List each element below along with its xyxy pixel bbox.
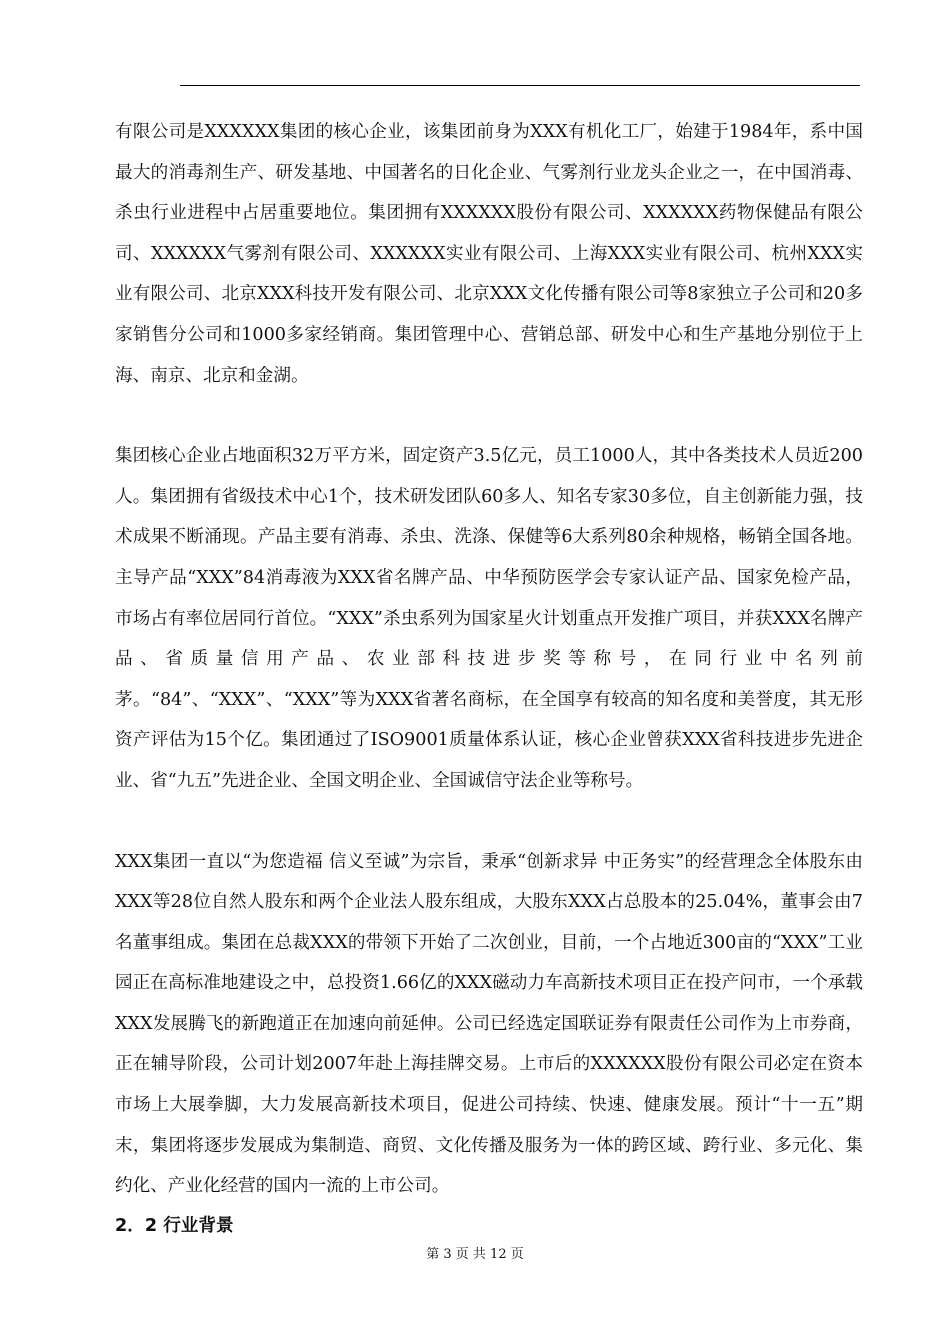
paragraph-company-intro: 有限公司是XXXXXX集团的核心企业，该集团前身为XXX有机化工厂，始建于1984年，系中国最大的消毒剂生产、研发基地、中国著名的日化企业、气雾剂行业龙头企业之一，在中国消毒、杀虫行业进程中占居重要地位。集团拥有XXXXXX股份有限公司、XXXXXX药物保健品有限公司、XXXXXX气雾剂有限公司、XXXXXX实业有限公司、上海XXX实业有限公司、杭州XXX实业有限公司、北京XXX科技开发有限公司、北京XXX文化传播有限公司等8家独立子公司和20多家销售分公司和1000多家经销商。集团管理中心、营销总部、研发中心和生产基地分别位于上海、南京、北京和金湖。 [115,122,863,386]
paragraph-gap [115,396,863,436]
paragraph-group-philosophy: XXX集团一直以“为您造福 信义至诚”为宗旨，秉承“创新求异 中正务实”的经营理念全体股东由XXX等28位自然人股东和两个企业法人股东组成，大股东XXX占总股本的25.04%，董事会由7名董事组成。集团在总裁XXX的带领下开始了二次创业，目前，一个占地近300亩的“XXX”工业园正在高标准地建设之中，总投资1.66亿的XXX磁动力车高新技术项目正在投产问市，一个承载XXX发展腾飞的新跑道正在加速向前延伸。公司已经选定国联证券有限责任公司作为上市券商，正在辅导阶段，公司计划2007年赴上海挂牌交易。上市后的XXXXXX股份有限公司必定在资本市场上大展拳脚，大力发展高新技术项目，促进公司持续、快速、健康发展。预计“十一五”期末，集团将逐步发展成为集制造、商贸、文化传播及服务为一体的跨区域、跨行业、多元化、集约化、产业化经营的国内一流的上市公司。 [115,851,863,1197]
section-heading-industry-background: 2．2 行业背景 [115,1215,234,1236]
document-body [115,112,863,1241]
header-rule [180,85,860,86]
paragraph-core-enterprise: 集团核心企业占地面积32万平方米，固定资产3.5亿元，员工1000人，其中各类技术人员近200人。集团拥有省级技术中心1个，技术研发团队60多人、知名专家30多位，自主创新能力强，技术成果不断涌现。产品主要有消毒、杀虫、洗涤、保健等6大系列80余种规格，畅销全国各地。主导产品“XXX”84消毒液为XXX省名牌产品、中华预防医学会专家认证产品、国家免检产品，市场占有率位居同行首位。“XXX”杀虫系列为国家星火计划重点开发推广项目，并获XXX名牌产品、省质量信用产品、农业部科技进步奖等称号，在同行业中名列前茅。“84”、“XXX”、“XXX”等为XXX省著名商标，在全国享有较高的知名度和美誉度，其无形资产评估为15个亿。集团通过了ISO9001质量体系认证，核心企业曾获XXX省科技进步先进企业、省“九五”先进企业、全国文明企业、全国诚信守法企业等称号。 [115,446,863,791]
page-footer: 第 3 页 共 12 页 [426,1247,524,1262]
paragraph-gap [115,802,863,842]
